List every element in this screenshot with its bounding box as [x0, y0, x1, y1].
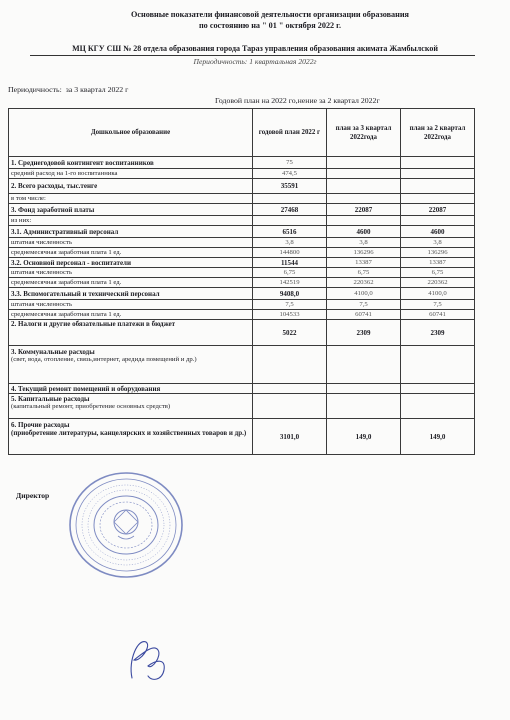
cell-q2: 6,75	[401, 268, 475, 278]
cell-annual: 144800	[253, 248, 327, 258]
cell-q3	[327, 157, 401, 169]
cell-annual: 7,5	[253, 300, 327, 310]
cell-q2: 3,8	[401, 238, 475, 248]
table-row	[9, 278, 475, 288]
row-label: штатная численность	[9, 300, 253, 310]
document-title	[60, 9, 480, 31]
row-label: 3.3. Вспомогательный и технический персонал	[9, 288, 253, 300]
table-header-row	[9, 109, 475, 157]
cell-q2	[401, 157, 475, 169]
cell-annual: 35591	[253, 179, 327, 194]
cell-annual	[253, 384, 327, 394]
row-label: средний расход на 1-го воспитанника	[9, 169, 253, 179]
cell-q3: 13387	[327, 258, 401, 268]
row-label: 4. Текущий ремонт помещений и оборудования	[9, 384, 253, 394]
cell-annual: 75	[253, 157, 327, 169]
row-label: среднемесячная заработная плата 1 ед.	[9, 248, 253, 258]
cell-q3: 149,0	[327, 419, 401, 455]
row-label: 3. Фонд заработной платы	[9, 204, 253, 216]
cell-q3	[327, 179, 401, 194]
cell-q3	[327, 194, 401, 204]
cell-annual	[253, 346, 327, 384]
table-row	[9, 394, 475, 419]
row-label: 5. Капитальные расходы	[11, 395, 90, 403]
row-label: 2. Всего расходы, тыс.тенге	[9, 179, 253, 194]
row-label: штатная численность	[9, 268, 253, 278]
cell-q2: 7,5	[401, 300, 475, 310]
period-value: за 3 квартал 2022 г	[65, 85, 129, 94]
period-line	[8, 85, 128, 94]
cell-q3	[327, 169, 401, 179]
cell-annual: 6516	[253, 226, 327, 238]
director-signature	[118, 630, 178, 690]
table-row	[9, 258, 475, 268]
cell-q2	[401, 216, 475, 226]
row-label: 2. Налоги и другие обязательные платежи в бюджет	[9, 320, 253, 346]
table-row	[9, 204, 475, 216]
official-seal	[66, 470, 186, 580]
cell-annual	[253, 194, 327, 204]
table-row	[9, 248, 475, 258]
cell-q2	[401, 169, 475, 179]
cell-annual	[253, 216, 327, 226]
title-line-1: Основные показатели финансовой деятельности организации образования	[130, 10, 409, 19]
financial-indicators-table	[8, 108, 475, 455]
cell-q3: 136296	[327, 248, 401, 258]
header-q2: план за 2 квартал 2022года	[401, 109, 475, 157]
title-line-2: по состоянию на " 01 " октября 2022 г.	[198, 21, 342, 30]
cell-q3: 220362	[327, 278, 401, 288]
cell-q2: 4100,0	[401, 288, 475, 300]
table-row	[9, 169, 475, 179]
organization-name: МЦ КГУ СШ № 28 отдела образования города Тараз управления образования акимата Жамбылской	[72, 44, 438, 53]
cell-q2	[401, 194, 475, 204]
period-label: Периодичность:	[8, 85, 62, 94]
cell-q3: 2309	[327, 320, 401, 346]
row-label: штатная численность	[9, 238, 253, 248]
row-label: среднемесячная заработная плата 1 ед.	[9, 278, 253, 288]
header-annual: годовой план 2022 г	[253, 109, 327, 157]
cell-q2: 136296	[401, 248, 475, 258]
cell-annual: 104533	[253, 310, 327, 320]
cell-annual: 9408,0	[253, 288, 327, 300]
row-label: 3.2. Основной персонал - воспитатели	[9, 258, 253, 268]
cell-q2: 4600	[401, 226, 475, 238]
row-label-cell	[9, 346, 253, 384]
organization-underline	[30, 55, 475, 56]
cell-q3: 60741	[327, 310, 401, 320]
table-row	[9, 419, 475, 455]
cell-q2: 2309	[401, 320, 475, 346]
cell-q2: 220362	[401, 278, 475, 288]
row-label: среднемесячная заработная плата 1 ед.	[9, 310, 253, 320]
cell-annual: 5022	[253, 320, 327, 346]
cell-q3: 3,8	[327, 238, 401, 248]
cell-annual: 3101,0	[253, 419, 327, 455]
cell-q3: 22087	[327, 204, 401, 216]
cell-q2: 22087	[401, 204, 475, 216]
cell-annual: 11544	[253, 258, 327, 268]
cell-annual: 3,8	[253, 238, 327, 248]
cell-q2: 60741	[401, 310, 475, 320]
cell-q3	[327, 216, 401, 226]
cell-annual: 142519	[253, 278, 327, 288]
table-row	[9, 194, 475, 204]
cell-q3: 4600	[327, 226, 401, 238]
cell-q3	[327, 394, 401, 419]
table-row	[9, 310, 475, 320]
cell-q2	[401, 346, 475, 384]
table-row	[9, 179, 475, 194]
table-row	[9, 288, 475, 300]
cell-q3: 4100,0	[327, 288, 401, 300]
director-label: Директор	[16, 491, 50, 500]
plan-caption: Годовой план на 2022 го,нение за 2 квартал 2022г	[215, 96, 380, 105]
table-row	[9, 384, 475, 394]
row-sublabel: (приобретение литературы, канцелярских и хозяйственных товаров и др.)	[11, 429, 247, 437]
header-q3: план за 3 квартал 2022года	[327, 109, 401, 157]
cell-q2: 13387	[401, 258, 475, 268]
cell-annual: 6,75	[253, 268, 327, 278]
row-sublabel: (свет, вода, отопление, связь,интернет, аредида помещений и др.)	[11, 356, 197, 363]
row-label-cell	[9, 419, 253, 455]
cell-q3: 7,5	[327, 300, 401, 310]
row-label-cell	[9, 394, 253, 419]
header-name: Дошкольное образование	[9, 109, 253, 157]
row-label: из них:	[9, 216, 253, 226]
row-label: 6. Прочие расходы	[11, 421, 70, 429]
table-row	[9, 346, 475, 384]
cell-annual	[253, 394, 327, 419]
table-row	[9, 216, 475, 226]
cell-q2: 149,0	[401, 419, 475, 455]
cell-q2	[401, 179, 475, 194]
table-row	[9, 320, 475, 346]
table-row	[9, 157, 475, 169]
cell-annual: 474,5	[253, 169, 327, 179]
row-label: 1. Среднегодовой контингент воспитанников	[9, 157, 253, 169]
row-label: 3. Коммунальные расходы	[11, 348, 95, 356]
cell-q2	[401, 394, 475, 419]
cell-q3	[327, 346, 401, 384]
periodicity-note: Периодичность: 1 квартальная 2022г	[193, 57, 317, 66]
cell-q2	[401, 384, 475, 394]
cell-q3: 6,75	[327, 268, 401, 278]
table-row	[9, 268, 475, 278]
row-label: 3.1. Административный персонал	[9, 226, 253, 238]
table-row	[9, 226, 475, 238]
cell-q3	[327, 384, 401, 394]
row-label: в том числе:	[9, 194, 253, 204]
table-row	[9, 238, 475, 248]
row-sublabel: (капитальный ремонт, приобретение основных средств)	[11, 403, 171, 410]
table-row	[9, 300, 475, 310]
cell-annual: 27468	[253, 204, 327, 216]
